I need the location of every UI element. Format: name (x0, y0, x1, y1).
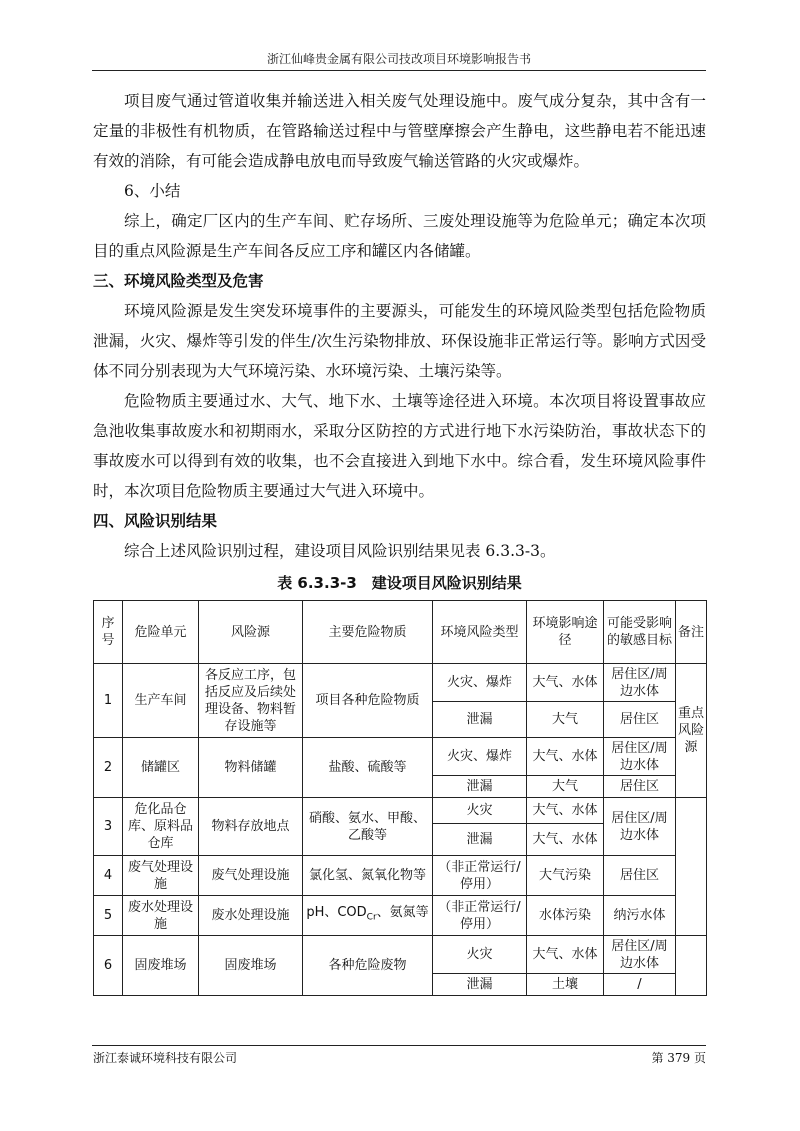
table-cell: 火灾、爆炸 (433, 664, 527, 702)
paragraph: 项目废气通过管道收集并输送进入相关废气处理设施中。废气成分复杂，其中含有一定量的非极性有机物质，在管路输送过程中与管壁摩擦会产生静电，这些静电若不能迅速有效的消除，有可能会造成静电放电而导致废气输送管路的火灾或爆炸。 (93, 92, 706, 170)
table-cell: 各反应工序，包括反应及后续处理设备、物料暂存设施等 (199, 664, 303, 738)
table-row (94, 738, 707, 776)
remark-cell: 重点风险源 (676, 664, 707, 798)
column-header: 备注 (676, 601, 707, 664)
table-cell: 危化品仓库、原料品仓库 (123, 798, 199, 856)
table-cell: 废气处理设施 (123, 856, 199, 896)
table-cell: 大气、水体 (527, 824, 604, 856)
footer-rule (92, 1045, 706, 1046)
subsection-title: 6、小结 (124, 182, 181, 200)
table-cell: 4 (94, 856, 123, 896)
cell-text: pH、COD (306, 905, 367, 921)
table-cell: 储罐区 (123, 738, 199, 798)
table-cell: 大气、水体 (527, 738, 604, 776)
table-cell: 泄漏 (433, 824, 527, 856)
table-cell: 居住区/周边水体 (604, 738, 676, 776)
table-cell: 生产车间 (123, 664, 199, 738)
table-cell: 2 (94, 738, 123, 798)
table-cell: 大气 (527, 702, 604, 738)
table-cell: 物料存放地点 (199, 798, 303, 856)
table-cell: 物料储罐 (199, 738, 303, 798)
table-cell: 项目各种危险物质 (303, 664, 433, 738)
table-row (94, 896, 707, 936)
column-header: 主要危险物质 (303, 601, 433, 664)
table-cell: / (604, 974, 676, 996)
header-rule (92, 70, 706, 71)
page-number: 第 379 页 (651, 1051, 706, 1065)
table-cell: （非正常运行/停用） (433, 856, 527, 896)
table-cell (676, 798, 707, 936)
column-header: 可能受影响的敏感目标 (604, 601, 676, 664)
table-cell: 居住区/周边水体 (604, 798, 676, 856)
table-cell: 固废堆场 (123, 936, 199, 996)
cell-text: 、氨氮等 (376, 905, 429, 921)
table-cell: 居住区 (604, 856, 676, 896)
paragraph: 危险物质主要通过水、大气、地下水、土壤等途径进入环境。本次项目将设置事故应急池收集事故废水和初期雨水，采取分区防控的方式进行地下水污染防治，事故状态下的事故废水可以得到有效的收集，也不会直接进入到地下水中。综合看，发生环境风险事件时，本次项目危险物质主要通过大气进入环境中。 (93, 392, 706, 500)
footer-company: 浙江泰诚环境科技有限公司 (93, 1051, 238, 1065)
column-header: 序号 (94, 601, 123, 664)
table-cell: 废气处理设施 (199, 856, 303, 896)
risk-table (93, 600, 707, 996)
paragraph: 综上，确定厂区内的生产车间、贮存场所、三废处理设施等为危险单元；确定本次项目的重点风险源是生产车间各反应工序和罐区内各储罐。 (93, 212, 706, 260)
table-cell: 大气、水体 (527, 664, 604, 702)
table-cell: （非正常运行/停用） (433, 896, 527, 936)
paragraph: 环境风险源是发生突发环境事件的主要源头，可能发生的环境风险类型包括危险物质泄漏，火灾、爆炸等引发的伴生/次生污染物排放、环保设施非正常运行等。影响方式因受体不同分别表现为大气环境污染、水环境污染、土壤污染等。 (93, 302, 706, 380)
table-header-row (94, 601, 707, 664)
table-cell: 火灾 (433, 936, 527, 974)
table-row (94, 936, 707, 974)
table-cell: 水体污染 (527, 896, 604, 936)
column-header: 风险源 (199, 601, 303, 664)
table-cell: 大气污染 (527, 856, 604, 896)
table-cell: 泄漏 (433, 702, 527, 738)
section-heading: 三、环境风险类型及危害 (93, 272, 264, 290)
table-cell: 泄漏 (433, 974, 527, 996)
table-cell: 6 (94, 936, 123, 996)
table-caption: 表 6.3.3-3 建设项目风险识别结果 (277, 574, 522, 592)
table-row (94, 856, 707, 896)
table-cell: 3 (94, 798, 123, 856)
subscript: Cr (366, 912, 377, 923)
table-cell (676, 936, 707, 996)
column-header: 环境风险类型 (433, 601, 527, 664)
table-cell: 硝酸、氨水、甲酸、乙酸等 (303, 798, 433, 856)
document-body (93, 86, 706, 996)
table-cell: 火灾 (433, 798, 527, 824)
table-cell: 居住区 (604, 776, 676, 798)
table-cell: 居住区/周边水体 (604, 936, 676, 974)
table-cell (303, 896, 433, 936)
table-cell: 氯化氢、氮氧化物等 (303, 856, 433, 896)
table-cell: 火灾、爆炸 (433, 738, 527, 776)
table-cell: 各种危险废物 (303, 936, 433, 996)
page-header: 浙江仙峰贵金属有限公司技改项目环境影响报告书 (266, 52, 531, 66)
table-cell: 居住区 (604, 702, 676, 738)
table-row (94, 798, 707, 824)
table-row (94, 664, 707, 702)
section-heading: 四、风险识别结果 (93, 512, 218, 530)
table-cell: 1 (94, 664, 123, 738)
table-cell: 废水处理设施 (123, 896, 199, 936)
table-cell: 居住区/周边水体 (604, 664, 676, 702)
column-header: 危险单元 (123, 601, 199, 664)
column-header: 环境影响途径 (527, 601, 604, 664)
paragraph: 综合上述风险识别过程，建设项目风险识别结果见表 6.3.3-3。 (124, 542, 556, 560)
table-cell: 泄漏 (433, 776, 527, 798)
table-cell: 纳污水体 (604, 896, 676, 936)
table-cell: 大气 (527, 776, 604, 798)
table-cell: 大气、水体 (527, 936, 604, 974)
table-cell: 盐酸、硫酸等 (303, 738, 433, 798)
table-cell: 5 (94, 896, 123, 936)
table-cell: 大气、水体 (527, 798, 604, 824)
table-cell: 固废堆场 (199, 936, 303, 996)
table-cell: 土壤 (527, 974, 604, 996)
table-cell: 废水处理设施 (199, 896, 303, 936)
